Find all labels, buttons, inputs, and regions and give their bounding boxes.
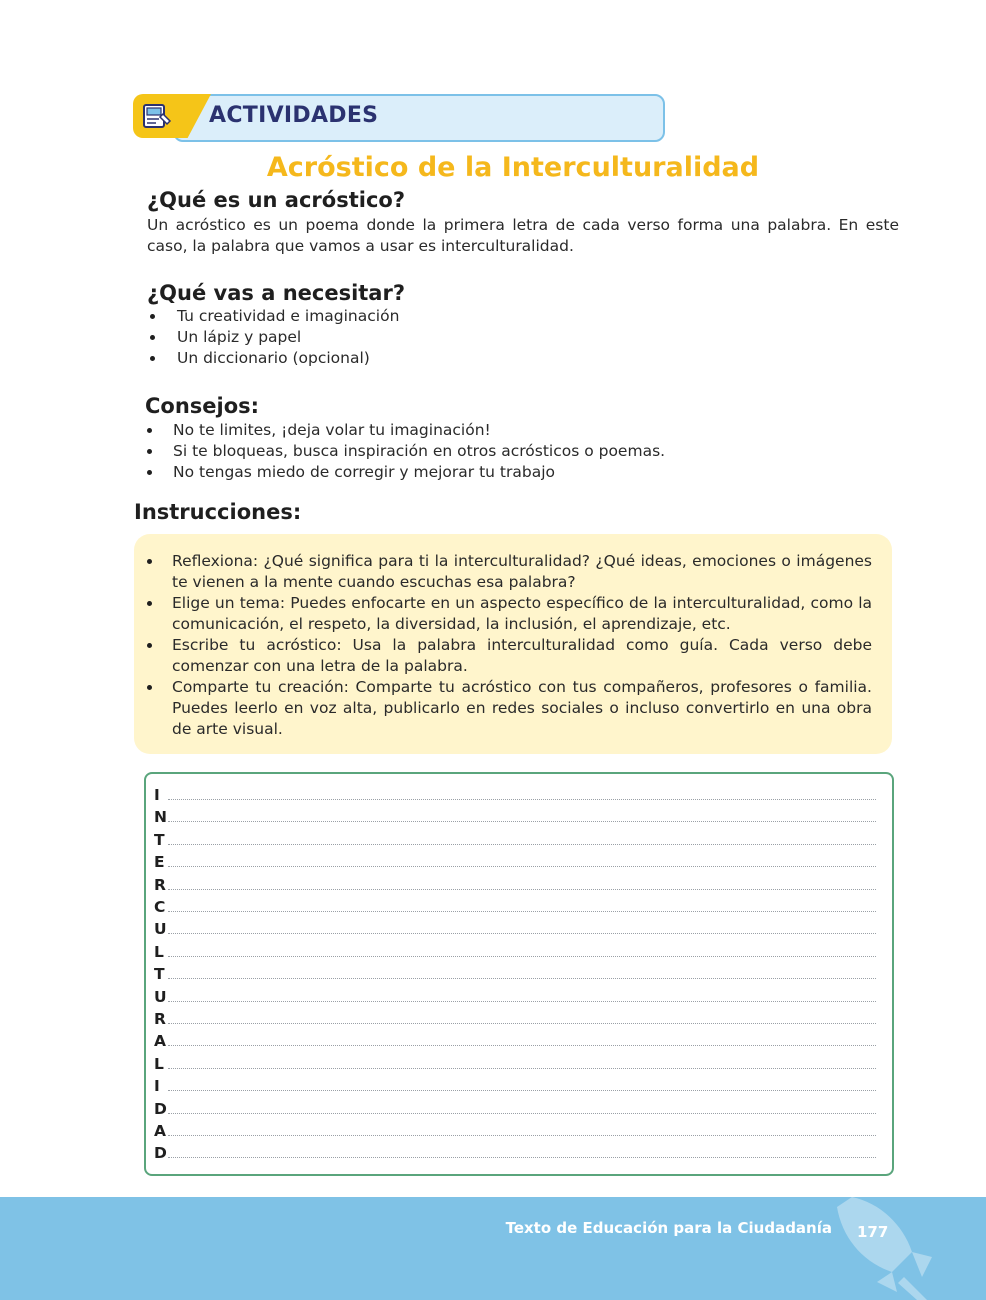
- acrostic-line[interactable]: [154, 1006, 876, 1028]
- acrostic-letter: N: [154, 808, 167, 827]
- acrostic-line[interactable]: [154, 1028, 876, 1050]
- acrostic-line[interactable]: [154, 961, 876, 983]
- tips-list: [173, 420, 665, 483]
- acrostic-line[interactable]: [154, 849, 876, 871]
- list-item: Elige un tema: Puedes enfocarte en un aspecto específico de la interculturalidad, como la comunicación, el respeto, la diversidad, la inclusión, el aprendizaje, etc.: [172, 594, 872, 633]
- list-item: Tu creatividad e imaginación: [177, 307, 400, 325]
- acrostic-letter: U: [154, 987, 167, 1006]
- dotted-writing-line: [168, 1068, 876, 1069]
- page-number: 177: [857, 1223, 889, 1241]
- acrostic-letter: R: [154, 875, 166, 894]
- acrostic-writing-box[interactable]: [144, 772, 894, 1176]
- acrostic-line[interactable]: [154, 827, 876, 849]
- list-item: Si te bloqueas, busca inspiración en otros acrósticos o poemas.: [173, 442, 666, 460]
- needs-heading: ¿Qué vas a necesitar?: [147, 281, 406, 305]
- dotted-writing-line: [168, 956, 876, 957]
- dotted-writing-line: [168, 1090, 876, 1091]
- page-title: Acróstico de la Interculturalidad: [266, 152, 760, 183]
- acrostic-letter: D: [154, 1144, 167, 1163]
- acrostic-line[interactable]: [154, 1118, 876, 1140]
- instructions-heading: Instrucciones:: [134, 500, 302, 524]
- list-item: Comparte tu creación: Comparte tu acróstico con tus compañeros, profesores o familia. Puedes leerlo en voz alta, publicarlo en redes sociales o incluso convertirlo en una obra de arte visual.: [172, 678, 872, 738]
- list-item: Escribe tu acróstico: Usa la palabra interculturalidad como guía. Cada verso debe comenzar con una letra de la palabra.: [172, 636, 872, 675]
- acrostic-line[interactable]: [154, 916, 876, 938]
- acrostic-line[interactable]: [154, 984, 876, 1006]
- dotted-writing-line: [168, 911, 876, 912]
- acrostic-letter: T: [154, 965, 165, 984]
- activity-icon: [141, 100, 173, 132]
- acrostic-line[interactable]: [154, 1096, 876, 1118]
- rocket-icon: [832, 1197, 942, 1300]
- acrostic-line[interactable]: [154, 894, 876, 916]
- dotted-writing-line: [168, 821, 876, 822]
- acrostic-letter: E: [154, 853, 165, 872]
- dotted-writing-line: [168, 1023, 876, 1024]
- what-is-text: Un acróstico es un poema donde la primera letra de cada verso forma una palabra. En este caso, la palabra que vamos a usar es interculturalidad.: [147, 216, 899, 255]
- acrostic-letter: A: [154, 1032, 166, 1051]
- activities-banner: [133, 94, 663, 142]
- acrostic-letter: U: [154, 920, 167, 939]
- dotted-writing-line: [168, 1001, 876, 1002]
- dotted-writing-line: [168, 978, 876, 979]
- instructions-list: [172, 551, 872, 740]
- acrostic-letter: I: [154, 786, 160, 804]
- dotted-writing-line: [168, 1045, 876, 1046]
- list-item: Un diccionario (opcional): [177, 348, 399, 369]
- dotted-writing-line: [168, 1157, 876, 1158]
- acrostic-letter: R: [154, 1010, 166, 1028]
- list-item: No te limites, ¡deja volar tu imaginación!: [173, 420, 665, 441]
- acrostic-line[interactable]: [154, 1051, 876, 1073]
- what-is-heading: ¿Qué es un acróstico?: [147, 188, 405, 212]
- acrostic-line[interactable]: [154, 804, 876, 826]
- list-item: Un lápiz y papel: [177, 327, 399, 348]
- footer-book-title: Texto de Educación para la Ciudadanía: [505, 1219, 832, 1237]
- list-item: No tengas miedo de corregir y mejorar tu trabajo: [173, 462, 665, 483]
- dotted-writing-line: [168, 1113, 876, 1114]
- tips-heading: Consejos:: [145, 394, 260, 418]
- acrostic-letter: A: [154, 1122, 166, 1140]
- dotted-writing-line: [168, 889, 876, 890]
- acrostic-letter: L: [154, 942, 164, 961]
- dotted-writing-line: [168, 933, 876, 934]
- list-item: Reflexiona: ¿Qué significa para ti la interculturalidad? ¿Qué ideas, emociones o imágenes te vienen a la mente cuando escuchas esa palabra?: [172, 552, 872, 591]
- dotted-writing-line: [168, 866, 876, 867]
- acrostic-letter: I: [154, 1077, 160, 1096]
- acrostic-letter: L: [154, 1054, 164, 1073]
- acrostic-line[interactable]: [154, 1140, 876, 1162]
- page-footer: [0, 1197, 986, 1300]
- dotted-writing-line: [168, 844, 876, 845]
- acrostic-line[interactable]: [154, 1073, 876, 1095]
- dotted-writing-line: [168, 1135, 876, 1136]
- dotted-writing-line: [168, 799, 876, 800]
- acrostic-line[interactable]: [154, 782, 876, 804]
- banner-title: ACTIVIDADES: [209, 103, 379, 128]
- acrostic-line[interactable]: [154, 872, 876, 894]
- needs-list: [177, 306, 399, 369]
- acrostic-letter: T: [154, 830, 165, 849]
- acrostic-letter: C: [154, 898, 166, 916]
- acrostic-letter: D: [154, 1099, 167, 1118]
- acrostic-line[interactable]: [154, 939, 876, 961]
